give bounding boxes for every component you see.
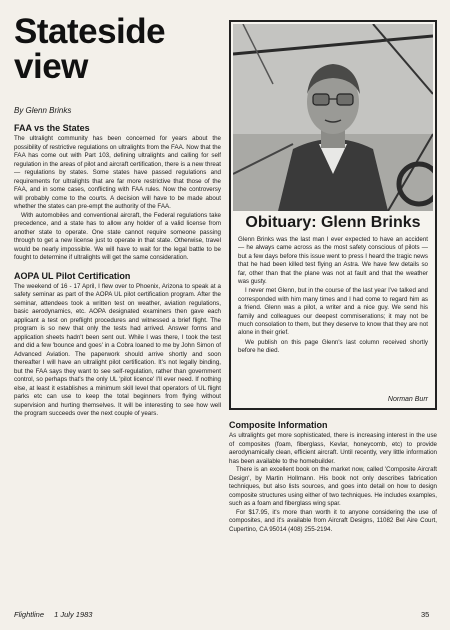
paragraph: The weekend of 16 - 17 April, I flew over to Phoenix, Arizona to speak at a safety seminar as part of the AOPA UL pilot certification program. After the seminar, attendees took a written test on weather, aviation regulations, basic aerodynamics, etc. AOPA designated examiners then gave each applicant a test on preflight procedures and witnessed a brief flight. The program is so new that only the tests had arrived. Answer forms and application sheets hadn't been sent out. While I was there, I took the test and did a few 'bounce and goes' in a Cobra loaned to me by John Simon of Advanced Aviation. The paperwork should arrive shortly and soon thereafter I will have an ultralight pilot certification. It's not legally binding, but the FAA says they want to see self-regulation, rather than government control, so perhaps that's the only UL 'pilot licence' I'll ever need. If nothing else, at least it establishes a minimum skill level that operators of UL flight parks etc can use to keep the total beginners from flying without supervision and hurting themselves. It will be interesting to see how well the program succeeds over the next couple of years. — [14, 282, 221, 417]
article-headline — [14, 14, 214, 84]
obituary-title: Obituary: Glenn Brinks — [245, 214, 421, 231]
magazine-name: Flightline — [14, 610, 45, 619]
portrait-photo — [233, 24, 433, 211]
obituary-paragraph: We publish on this page Glenn's last column received shortly before he died. — [238, 338, 428, 355]
obituary-paragraph: Glenn Brinks was the last man I ever expected to have an accident — he always came across as the most safety conscious of pilots — but a few days before this issue went to press I heard the tragic news that he had been killed test flying an Astra. We have few details so far, other than that the plane was not at fault and that the weather was gusty. — [238, 236, 428, 286]
page-number: 35 — [421, 610, 430, 619]
obituary-paragraph: I never met Glenn, but in the course of the last year I've talked and corresponded with him many times and I had come to regard him as a friend. Glenn was a pilot, a writer and a nice guy. We send his family and colleagues our deepest commiserations; it may not be much consolation to them, but they deserve to know that they are not alone in their grief. — [238, 287, 428, 337]
left-column — [14, 123, 221, 419]
paragraph: As ultralights get more sophisticated, there is increasing interest in the use of composites (foam, fiberglass, Kevlar, honeycomb, etc) to provide aerodynamically clean, efficient aircraft. Until recently, very little information has been available to the homebuilder. — [229, 432, 437, 465]
paragraph: There is an excellent book on the market now, called 'Composite Aircraft Design', by Martin Hollmann. His book not only describes fabrication techniques, but also lists sources, and goes into detail on how to design composite structures using either of two techniques. He includes examples, such as a foam and fiberglass wing spar. — [229, 466, 437, 507]
obituary-signature: Norman Burr — [387, 396, 428, 403]
paragraph: For $17.95, it's more than worth it to anyone considering the use of composites, and it's available from Aircraft Designs, 11082 Bel Aire Court, Cupertino, CA 95014 (408) 255-2194. — [229, 508, 437, 533]
paragraph: With automobiles and conventional aircraft, the Federal regulations take precedence, and a state has to allow any holder of a valid license from another state to operate. One state cannot require someone passing through to get a new license just to operate in that state. Otherwise, travel would be nearly impossible. We will have to wait for the legal battle to be fought to determine if ultralights will get the same consideration. — [14, 211, 221, 261]
issue-date: 1 July 1983 — [54, 610, 93, 619]
obituary-body — [238, 236, 428, 357]
section-heading-faa: FAA vs the States — [14, 123, 90, 133]
byline: By Glenn Brinks — [14, 106, 72, 115]
right-column — [229, 420, 437, 534]
headline-line-1: Stateside — [14, 12, 166, 51]
section-heading-composite: Composite Information — [229, 420, 328, 430]
obituary-box — [229, 20, 437, 410]
paragraph: The ultralight community has been concerned for years about the possibility of restrictive regulations on ultralights from the FAA. Now that the FAA has come out with Part 103, defining ultralights and calling for self regulation in the areas of pilot and aircraft certification, there is a new threat — regulations by states. Some states have passed regulations and requirements for ultralights that are far more restrictive that those of the FAA, and in some cases, conflicting with FAA rules. Now the controversy will probably come to the courts. A decision will have to be made about whether the states can pre-empt the authority of the FAA. — [14, 135, 221, 210]
page-footer — [14, 610, 100, 619]
section-heading-aopa: AOPA UL Pilot Certification — [14, 270, 131, 281]
headline-line-2: view — [14, 47, 88, 86]
